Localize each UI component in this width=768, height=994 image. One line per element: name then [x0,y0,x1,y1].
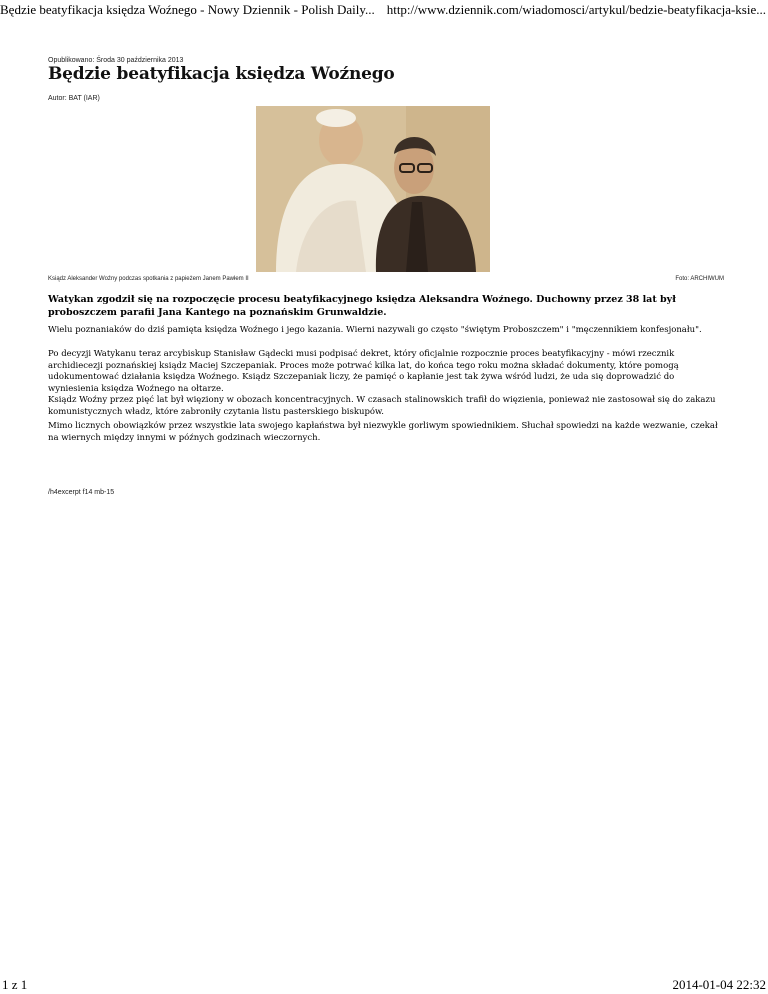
publish-date: Opublikowano: Środa 30 października 2013 [48,57,184,64]
excerpt-marker: /h4excerpt f14 mb-15 [48,489,115,496]
photo-illustration [256,106,490,272]
article-paragraph: Mimo licznych obowiązków przez wszystkie lata swojego kapłaństwa był niezwykle gorliwym spowiednikiem. Słuchał spowiedzi na każde wezwanie, czekał na wiernych między innymi w późnych godzinach wieczornych. [48,421,718,443]
print-header-url: http://www.dziennik.com/wiadomosci/artykul/bedzie-beatyfikacja-ksie... [386,2,766,17]
photo-credit: Foto: ARCHIWUM [675,276,724,282]
print-footer-page: 1 z 1 [2,977,28,992]
article-paragraph: Wielu poznaniaków do dziś pamięta księdza Woźnego i jego kazania. Wierni nazywali go często "świętym Proboszczem" i "męczennikiem konfesjonału". [48,325,702,335]
print-header-title: Będzie beatyfikacja księdza Woźnego - Nowy Dziennik - Polish Daily... [0,2,375,17]
article-paragraph-group [48,349,724,418]
article-photo [256,106,490,272]
article-paragraph: Po decyzji Watykanu teraz arcybiskup Stanisław Gądecki musi podpisać dekret, który oficjalnie rozpocznie proces beatyfikacyjny - mówi rzecznik archidiecezji poznańskiej ksiądz Maciej Szczepaniak. Proces może potrwać kilka lat, do końca tego roku można składać dokumenty, które pomogą udokumentować działania księdza Woźnego. Ksiądz Szczepaniak liczy, że pamięć o kapłanie jest tak żywa wśród ludzi, że uda się doprowadzić do wyniesienia księdza Woźnego na ołtarze. [48,349,679,394]
article-lead: Watykan zgodził się na rozpoczęcie procesu beatyfikacyjnego księdza Aleksandra Woźnego. Duchowny przez 38 lat był proboszczem parafii Jana Kantego na poznańskim Grunwaldzie. [48,294,676,318]
print-footer-datetime: 2014-01-04 22:32 [672,977,766,992]
article-title: Będzie beatyfikacja księdza Woźnego [48,64,395,84]
photo-caption: Ksiądz Aleksander Woźny podczas spotkania z papieżem Janem Pawłem II [48,276,249,282]
article-author: Autor: BAT (IAR) [48,95,100,102]
article-paragraph: Ksiądz Woźny przez pięć lat był więziony w obozach koncentracyjnych. W czasach stalinowskich trafił do więzienia, ponieważ nie zastosował się do zakazu komunistycznych władz, które zabroniły czytania listu pasterskiego biskupów. [48,395,716,417]
